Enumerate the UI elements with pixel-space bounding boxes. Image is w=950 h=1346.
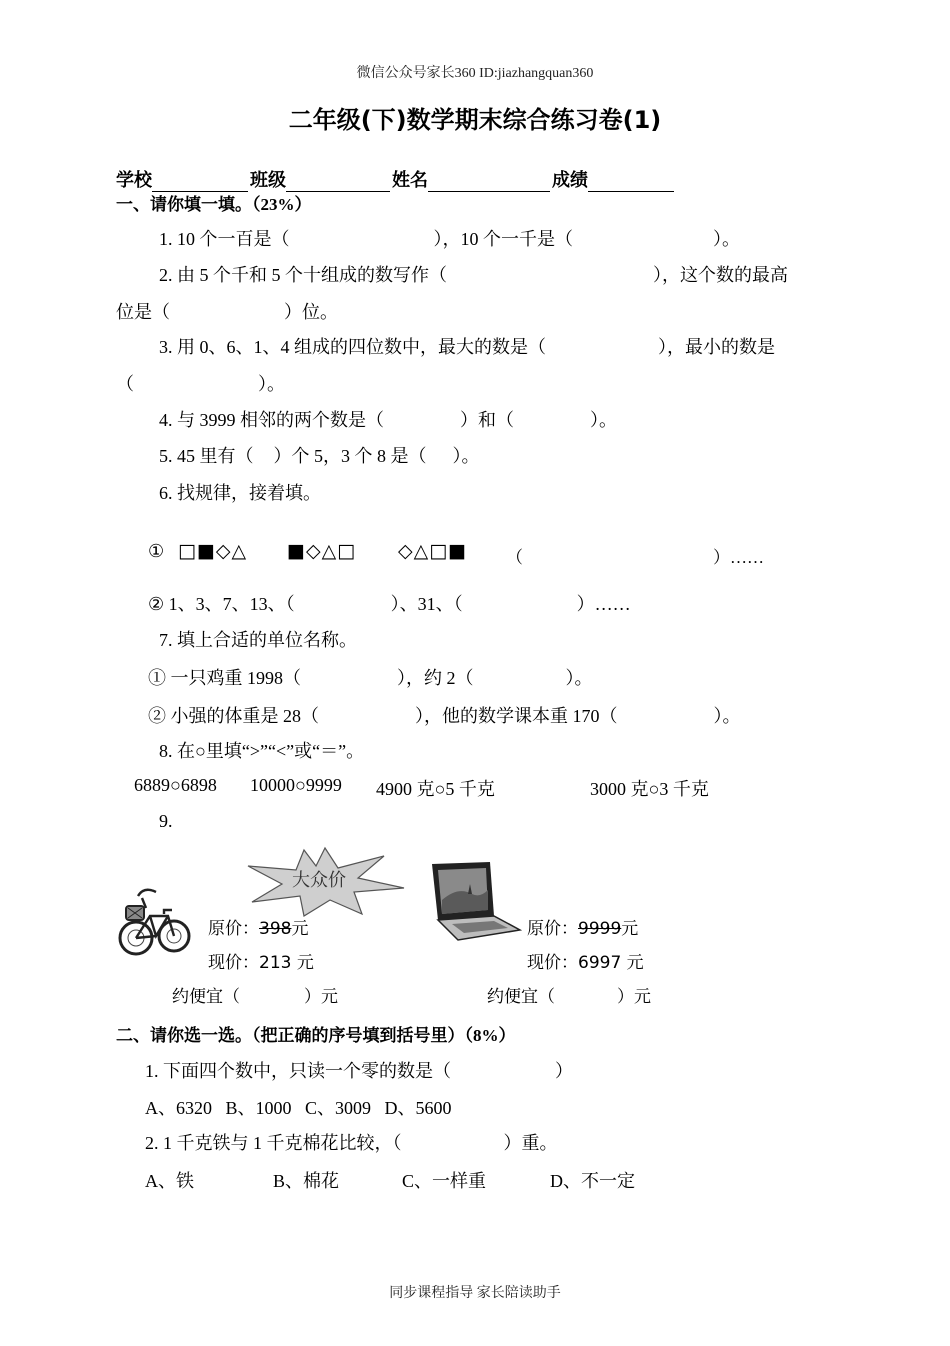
s2-q2-text-a: 2. 1 千克铁与 1 千克棉花比较，（ bbox=[145, 1133, 402, 1153]
q8-compare-1[interactable]: 6889○6898 bbox=[134, 775, 217, 795]
q2-text-d: ）位。 bbox=[284, 302, 338, 322]
score-blank[interactable] bbox=[588, 169, 674, 192]
student-info-line bbox=[116, 166, 676, 192]
question-4 bbox=[159, 406, 617, 432]
q5-text-a: 5. 45 里有（ bbox=[159, 446, 254, 466]
q1-text-c: ）。 bbox=[713, 229, 740, 249]
q8-compare-4[interactable]: 3000 克○3 千克 bbox=[590, 779, 709, 799]
q7-r1-text-c: ）。 bbox=[565, 668, 593, 688]
s2-q2-option-b: B、棉花 bbox=[273, 1171, 340, 1191]
laptop-orig-value: 9999 bbox=[578, 919, 622, 939]
q8-compare-2[interactable]: 10000○9999 bbox=[250, 775, 342, 795]
school-blank[interactable] bbox=[152, 169, 248, 192]
page-title: 二年级(下)数学期末综合练习卷(1) bbox=[288, 106, 662, 134]
class-label: 班级 bbox=[250, 170, 286, 190]
star-badge-text: 大众价 bbox=[292, 870, 346, 891]
bike-orig-unit: 元 bbox=[291, 919, 309, 939]
q2-text-a: 2. 由 5 个千和 5 个十组成的数写作（ bbox=[159, 265, 447, 285]
q6-r1-open: （ bbox=[506, 548, 523, 567]
laptop-current-price: 现价：6997 元 bbox=[527, 953, 644, 973]
question-8-label: 8. 在○里填“>”“<”或“＝”。 bbox=[159, 741, 365, 761]
s2-question-2 bbox=[145, 1129, 558, 1155]
q7-r2-text-c: ）。 bbox=[713, 706, 741, 726]
bike-save-text-b: ）元 bbox=[304, 987, 338, 1007]
question-3-cont bbox=[116, 370, 285, 396]
q6-shape-group-3: ◇△□■ bbox=[398, 540, 468, 562]
q1-text-b: ），10 个一千是（ bbox=[433, 229, 573, 249]
s2-q1-text-a: 1. 下面四个数中，只读一个零的数是（ bbox=[145, 1061, 451, 1081]
bicycle-icon bbox=[118, 878, 194, 962]
q6-r2-text-a: 1、3、7、13、（ bbox=[168, 594, 295, 614]
q7-row-1 bbox=[148, 664, 593, 690]
bike-save-text-a: 约便宜（ bbox=[172, 987, 240, 1007]
q6-r1-close: ）…… bbox=[713, 548, 764, 567]
laptop-original-price bbox=[527, 914, 638, 939]
footer-note: 同步课程指导 家长陪读助手 bbox=[389, 1286, 561, 1301]
laptop-orig-label: 原价： bbox=[527, 919, 578, 939]
q6-shape-group-2: ■◇△□ bbox=[287, 540, 357, 562]
q4-text-a: 4. 与 3999 相邻的两个数是（ bbox=[159, 410, 384, 430]
laptop-icon bbox=[428, 860, 522, 944]
s2-question-1 bbox=[145, 1057, 573, 1083]
laptop-save-text-a: 约便宜（ bbox=[487, 987, 555, 1007]
q7-r1-text-b: ），约 2（ bbox=[397, 668, 474, 688]
s2-q2-text-b: ）重。 bbox=[503, 1133, 558, 1153]
q6-row-1 bbox=[148, 541, 164, 562]
q6-row-2 bbox=[148, 590, 631, 616]
q5-text-b: ）个 5，3 个 8 是（ bbox=[273, 446, 427, 466]
q6-r2-text-b: ）、31、（ bbox=[390, 594, 463, 614]
bike-orig-label: 原价： bbox=[208, 919, 259, 939]
s2-q2-option-c: C、一样重 bbox=[402, 1171, 487, 1191]
bike-orig-value: 398 bbox=[259, 919, 292, 939]
section1-heading: 一、请你填一填。（23%） bbox=[116, 195, 312, 214]
q7-r1-text-a: ① 一只鸡重 1998（ bbox=[148, 668, 301, 688]
q6-r2-num: ② bbox=[148, 594, 165, 614]
class-blank[interactable] bbox=[286, 169, 390, 192]
name-blank[interactable] bbox=[428, 169, 550, 192]
s2-q1-options: A、6320 B、1000 C、3009 D、5600 bbox=[145, 1098, 452, 1118]
laptop-orig-unit: 元 bbox=[621, 919, 639, 939]
s2-q1-text-b: ） bbox=[555, 1061, 573, 1081]
laptop-save-text-b: ）元 bbox=[617, 987, 651, 1007]
bike-savings bbox=[172, 982, 338, 1007]
q3-text-a: 3. 用 0、6、1、4 组成的四位数中，最大的数是（ bbox=[159, 337, 546, 357]
q4-text-b: ）和（ bbox=[460, 410, 514, 430]
question-3 bbox=[159, 333, 775, 359]
question-9-label: 9. bbox=[159, 811, 173, 831]
q5-text-c: ）。 bbox=[452, 446, 480, 466]
q2-text-c: 位是（ bbox=[116, 302, 170, 322]
question-2-cont bbox=[116, 298, 338, 324]
question-1 bbox=[159, 225, 740, 251]
bike-current-price: 现价：213 元 bbox=[208, 953, 314, 973]
question-7-label: 7. 填上合适的单位名称。 bbox=[159, 630, 357, 650]
laptop-savings bbox=[487, 982, 651, 1007]
q6-shape-group-1: □■◇△ bbox=[178, 540, 248, 562]
school-label: 学校 bbox=[116, 170, 152, 190]
q4-text-c: ）。 bbox=[590, 410, 617, 430]
header-note: 微信公众号家长360 ID:jiazhangquan360 bbox=[356, 66, 594, 81]
question-6-label: 6. 找规律，接着填。 bbox=[159, 483, 321, 503]
name-label: 姓名 bbox=[392, 170, 428, 190]
bike-original-price bbox=[208, 914, 308, 939]
score-label: 成绩 bbox=[552, 170, 588, 190]
q2-text-b: ），这个数的最高 bbox=[653, 265, 788, 285]
q7-row-2 bbox=[148, 702, 741, 728]
q1-text-a: 1. 10 个一百是（ bbox=[159, 229, 290, 249]
q3-text-c: （ bbox=[116, 374, 134, 394]
q6-r2-text-c: ）…… bbox=[576, 594, 631, 614]
s2-q2-option-d: D、不一定 bbox=[550, 1171, 635, 1191]
q8-compare-3[interactable]: 4900 克○5 千克 bbox=[376, 779, 495, 799]
q7-r2-text-a: ② 小强的体重是 28（ bbox=[148, 706, 319, 726]
question-2 bbox=[159, 261, 788, 287]
q3-text-d: ）。 bbox=[258, 374, 285, 394]
q7-r2-text-b: ），他的数学课本重 170（ bbox=[415, 706, 618, 726]
section2-heading: 二、请你选一选。（把正确的序号填到括号里）（8%） bbox=[116, 1026, 516, 1045]
q3-text-b: ），最小的数是 bbox=[658, 337, 775, 357]
question-5 bbox=[159, 442, 480, 468]
q6-r1-num: ① bbox=[148, 541, 165, 561]
s2-q2-option-a: A、铁 bbox=[145, 1171, 194, 1191]
